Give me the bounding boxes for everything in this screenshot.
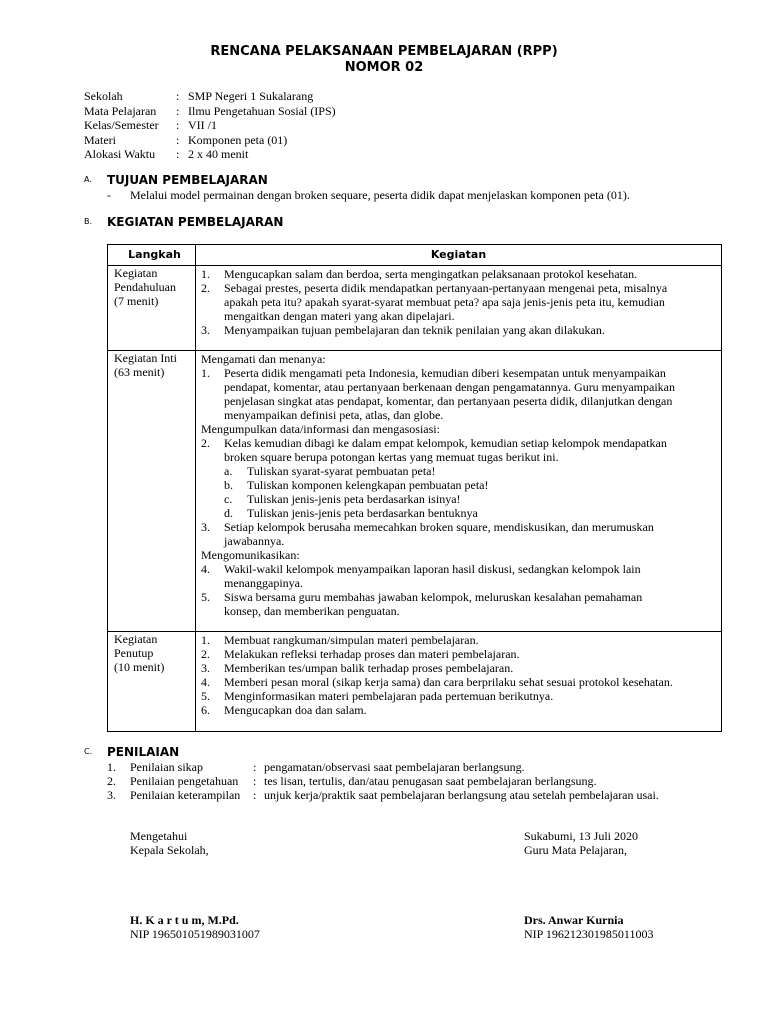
item-line: Memberikan tes/umpan balik terhadap proses pembelajaran. bbox=[224, 661, 514, 675]
penilaian-value: unjuk kerja/praktik saat pembelajaran berlangsung atau setelah pembelajaran usai. bbox=[264, 788, 659, 802]
list-item bbox=[201, 267, 717, 281]
langkah-cell bbox=[108, 351, 196, 632]
penilaian-row bbox=[107, 788, 659, 802]
section-c-heading bbox=[84, 745, 179, 759]
item-line: menyampaikan definisi peta, atlas, dan globe. bbox=[224, 408, 444, 422]
penilaian-row bbox=[107, 774, 659, 788]
info-row bbox=[84, 147, 336, 162]
item-line: menanggapinya. bbox=[224, 576, 303, 590]
item-number: 4. bbox=[201, 562, 210, 576]
langkah-line: (10 menit) bbox=[114, 660, 165, 674]
penilaian-row bbox=[107, 760, 659, 774]
langkah-line: (7 menit) bbox=[114, 294, 159, 308]
table-row bbox=[108, 632, 722, 732]
sub-text: Tuliskan jenis-jenis peta berdasarkan bentuknya bbox=[247, 506, 478, 520]
document-title bbox=[0, 44, 768, 76]
penilaian-label: Penilaian pengetahuan bbox=[130, 774, 239, 788]
item-line: apakah peta itu? apakah syarat-syarat membuat peta? apa saja jenis-jenis peta itu, kemudian bbox=[224, 295, 665, 309]
info-row bbox=[84, 89, 336, 104]
info-colon: : bbox=[176, 132, 180, 147]
item-number: 3. bbox=[201, 661, 210, 675]
penilaian-colon: : bbox=[253, 774, 257, 788]
item-line: jawabannya. bbox=[224, 534, 285, 548]
item-number: 4. bbox=[201, 675, 210, 689]
activity-table bbox=[107, 244, 722, 732]
signature-right-bottom bbox=[524, 913, 653, 941]
info-row bbox=[84, 104, 336, 119]
info-value: Komponen peta (01) bbox=[188, 132, 288, 147]
sub-item bbox=[201, 478, 717, 492]
item-line: konsep, dan memberikan penguatan. bbox=[224, 604, 400, 618]
info-colon: : bbox=[176, 118, 180, 132]
list-item bbox=[201, 633, 717, 647]
item-number: 1. bbox=[107, 760, 116, 774]
penilaian-colon: : bbox=[253, 788, 257, 802]
list-item bbox=[201, 562, 717, 590]
item-number: 5. bbox=[201, 590, 210, 604]
item-line: Kelas kemudian dibagi ke dalam empat kelompok, kemudian setiap kelompok mendapatkan bbox=[224, 436, 667, 450]
section-letter: B. bbox=[84, 217, 93, 226]
signature-left-bottom bbox=[130, 913, 260, 941]
item-line: Setiap kelompok berusaha memecahkan broken square, mendiskusikan, dan merumuskan bbox=[224, 520, 654, 534]
item-number: 3. bbox=[107, 788, 116, 802]
subheading: Mengomunikasikan: bbox=[201, 548, 300, 562]
table-header-row bbox=[108, 245, 722, 266]
item-line: Peserta didik mengamati peta Indonesia, kemudian diberi kesempatan untuk menyampaikan bbox=[224, 366, 666, 380]
item-line: mengaitkan dengan materi yang akan dipelajari. bbox=[224, 309, 455, 323]
signature-role: Guru Mata Pelajaran, bbox=[524, 843, 627, 857]
sub-text: Tuliskan syarat-syarat pembuatan peta! bbox=[247, 464, 436, 478]
section-title: PENILAIAN bbox=[107, 745, 180, 759]
info-colon: : bbox=[176, 89, 180, 103]
list-item bbox=[201, 647, 717, 661]
signature-caption: Mengetahui bbox=[130, 829, 188, 843]
penilaian-value: pengamatan/observasi saat pembelajaran berlangsung. bbox=[264, 760, 525, 774]
list-item bbox=[201, 436, 717, 464]
langkah-line: Kegiatan Inti bbox=[114, 351, 177, 365]
list-item bbox=[201, 590, 717, 618]
item-number: 3. bbox=[201, 520, 210, 534]
signature-date: Sukabumi, 13 Juli 2020 bbox=[524, 829, 639, 843]
item-line: Menyampaikan tujuan pembelajaran dan teknik penilaian yang akan dilakukan. bbox=[224, 323, 605, 337]
signature-right-top bbox=[524, 829, 638, 857]
item-line: Mengucapkan doa dan salam. bbox=[224, 703, 367, 717]
langkah-cell bbox=[108, 632, 196, 732]
sub-text: Tuliskan jenis-jenis peta berdasarkan isinya! bbox=[247, 492, 461, 506]
sub-item bbox=[201, 464, 717, 478]
tujuan-text: Melalui model permainan dengan broken sequare, peserta didik dapat menjelaskan komponen peta (01). bbox=[130, 188, 630, 202]
signatory-nip: NIP 196501051989031007 bbox=[130, 927, 260, 941]
sub-letter: a. bbox=[224, 464, 233, 478]
info-colon: : bbox=[176, 103, 180, 118]
list-item bbox=[201, 703, 717, 717]
item-number: 1. bbox=[201, 267, 210, 281]
list-item bbox=[201, 661, 717, 675]
info-label: Materi bbox=[84, 132, 116, 147]
item-number: 1. bbox=[201, 633, 210, 647]
langkah-line: (63 menit) bbox=[114, 365, 165, 379]
item-line: Mengucapkan salam dan berdoa, serta mengingatkan pelaksanaan protokol kesehatan. bbox=[224, 267, 638, 281]
kegiatan-cell bbox=[196, 632, 722, 732]
penilaian-label: Penilaian keterampilan bbox=[130, 788, 241, 802]
section-letter: A. bbox=[84, 175, 92, 184]
item-number: 2. bbox=[201, 281, 210, 295]
header-kegiatan: Kegiatan bbox=[196, 245, 722, 266]
item-line: penjelasan singkat atas pendapat, komentar, dan pertanyaan peserta didik, dilanjutkan dengan bbox=[224, 394, 673, 408]
info-label: Kelas/Semester bbox=[84, 118, 159, 132]
info-colon: : bbox=[176, 147, 180, 161]
langkah-line: Penutup bbox=[114, 646, 154, 660]
section-title: KEGIATAN PEMBELAJARAN bbox=[107, 215, 284, 229]
item-number: 3. bbox=[201, 323, 210, 337]
title-line-2: NOMOR 02 bbox=[344, 60, 424, 75]
section-b-heading bbox=[84, 215, 283, 229]
item-line: Membuat rangkuman/simpulan materi pembelajaran. bbox=[224, 633, 479, 647]
item-number: 6. bbox=[201, 703, 210, 717]
item-line: Memberi pesan moral (sikap kerja sama) dan cara berprilaku sehat sesuai protokol kesehatan. bbox=[224, 675, 673, 689]
info-value: VII /1 bbox=[188, 118, 217, 132]
kegiatan-cell bbox=[196, 351, 722, 632]
item-line: Melakukan refleksi terhadap proses dan materi pembelajaran. bbox=[224, 647, 520, 661]
subheading: Mengumpulkan data/informasi dan mengasosiasi: bbox=[201, 422, 440, 436]
item-number: 2. bbox=[201, 436, 210, 450]
section-title: TUJUAN PEMBELAJARAN bbox=[107, 173, 268, 187]
info-label: Alokasi Waktu bbox=[84, 147, 156, 161]
table-row bbox=[108, 351, 722, 632]
item-number: 2. bbox=[107, 774, 116, 788]
list-item bbox=[201, 281, 717, 323]
signature-left-top bbox=[130, 829, 209, 857]
item-line: Sebagai prestes, peserta didik mendapatkan pertanyaan-pertanyaan mengenai peta, misalnya bbox=[224, 281, 668, 295]
tujuan-item bbox=[107, 188, 630, 202]
list-item bbox=[201, 520, 717, 548]
sub-letter: b. bbox=[224, 478, 233, 492]
langkah-cell bbox=[108, 266, 196, 351]
item-line: Menginformasikan materi pembelajaran pada pertemuan berikutnya. bbox=[224, 689, 554, 703]
info-label: Mata Pelajaran bbox=[84, 103, 157, 118]
item-line: Siswa bersama guru membahas jawaban kelompok, meluruskan kesalahan pemahaman bbox=[224, 590, 643, 604]
signatory-name: Drs. Anwar Kurnia bbox=[524, 913, 624, 927]
info-value: SMP Negeri 1 Sukalarang bbox=[188, 89, 314, 103]
info-value: 2 x 40 menit bbox=[188, 147, 249, 161]
list-item bbox=[201, 366, 717, 422]
signatory-nip: NIP 196212301985011003 bbox=[524, 927, 654, 941]
bullet-dash: - bbox=[107, 188, 111, 202]
penilaian-label: Penilaian sikap bbox=[130, 760, 203, 774]
list-item bbox=[201, 323, 717, 337]
item-line: pendapat, komentar, atau pertanyaan berkenaan dengan pengamatannya. Guru menyampaikan bbox=[224, 380, 675, 394]
info-block bbox=[84, 89, 336, 162]
list-item bbox=[201, 675, 717, 689]
langkah-line: Kegiatan bbox=[114, 632, 158, 646]
kegiatan-cell bbox=[196, 266, 722, 351]
item-number: 5. bbox=[201, 689, 210, 703]
sub-item bbox=[201, 506, 717, 520]
penilaian-value: tes lisan, tertulis, dan/atau penugasan saat pembelajaran berlangsung. bbox=[264, 774, 597, 788]
section-letter: C. bbox=[84, 747, 93, 756]
section-a-heading bbox=[84, 173, 268, 187]
signature-role: Kepala Sekolah, bbox=[130, 843, 209, 857]
title-line-1: RENCANA PELAKSANAAN PEMBELAJARAN (RPP) bbox=[210, 44, 558, 59]
item-line: broken square berupa potongan kertas yang memuat tugas berikut ini. bbox=[224, 450, 559, 464]
info-value: Ilmu Pengetahuan Sosial (IPS) bbox=[188, 103, 336, 118]
table-row bbox=[108, 266, 722, 351]
item-number: 2. bbox=[201, 647, 210, 661]
penilaian-colon: : bbox=[253, 760, 257, 774]
penilaian-list bbox=[107, 760, 659, 802]
subheading: Mengamati dan menanya: bbox=[201, 352, 326, 366]
sub-item bbox=[201, 492, 717, 506]
sub-letter: c. bbox=[224, 492, 233, 506]
list-item bbox=[201, 689, 717, 703]
info-label: Sekolah bbox=[84, 89, 123, 103]
item-number: 1. bbox=[201, 366, 210, 380]
sub-letter: d. bbox=[224, 506, 233, 520]
info-row bbox=[84, 118, 336, 133]
sub-text: Tuliskan komponen kelengkapan pembuatan peta! bbox=[247, 478, 489, 492]
langkah-line: Pendahuluan bbox=[114, 280, 176, 294]
langkah-line: Kegiatan bbox=[114, 266, 158, 280]
item-line: Wakil-wakil kelompok menyampaikan laporan hasil diskusi, sedangkan kelompok lain bbox=[224, 562, 641, 576]
signatory-name: H. K a r t u m, M.Pd. bbox=[130, 913, 239, 927]
info-row bbox=[84, 133, 336, 148]
header-langkah: Langkah bbox=[108, 245, 196, 266]
